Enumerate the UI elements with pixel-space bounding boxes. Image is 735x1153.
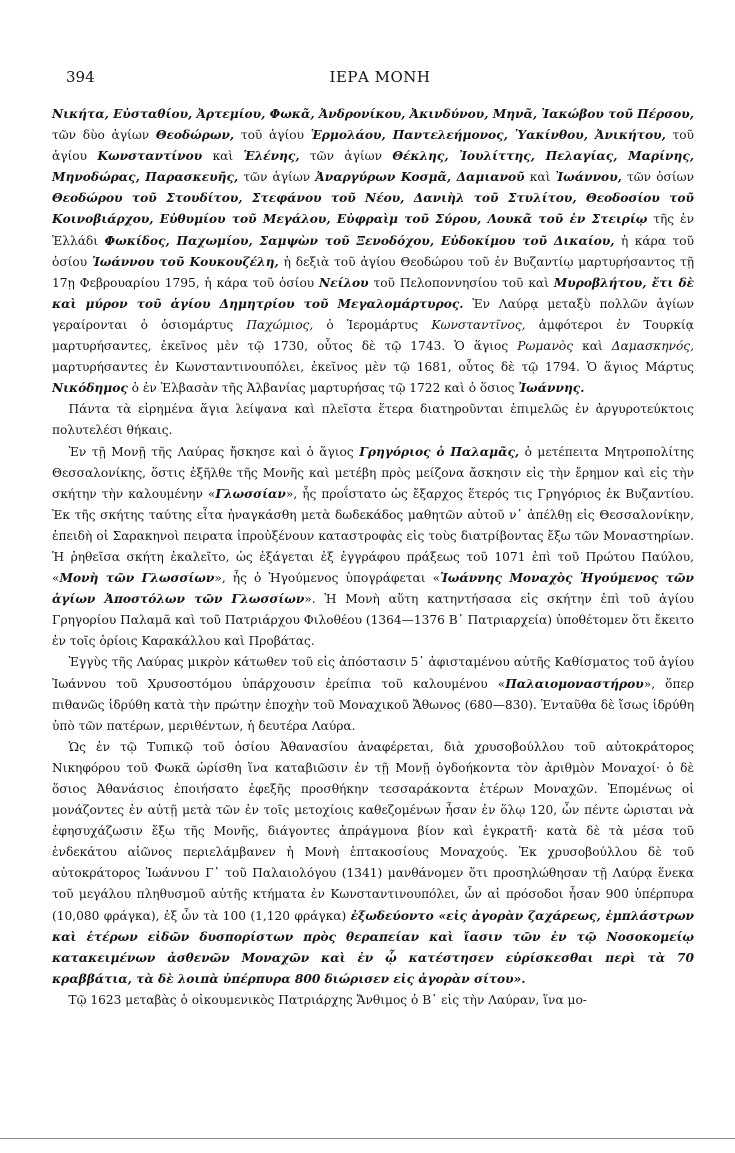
emphasized-name: Μονὴ τῶν Γλωσσίων bbox=[59, 571, 215, 586]
text-run: τῶν ἁγίων bbox=[299, 149, 393, 164]
text-run: ὁ Ἱερομάρτυς bbox=[313, 317, 432, 332]
emphasized-name: Ἰωάννης. bbox=[518, 381, 585, 396]
emphasized-name: ἐξωδεύοντο «εἰς ἀγορὰν ζαχάρεως, ἐμπλάστρων καὶ ἑτέρων εἰδῶν δυσπορίστων πρὸς θεραπείαν καὶ ἴασιν τῶν ἐν τῷ Νοσοκομείῳ κατακειμένων ἀσθενῶν Μοναχῶν καὶ ἐν ᾧ κατέστησεν εὑρίσκεσθαι περὶ τὰ 70 κραββάτια, τὰ δὲ λοιπὰ ὑπέρπυρα 800 διώρισεν εἰς ἀγορὰν σίτου». bbox=[52, 908, 694, 986]
emphasized-name: Θέκλης, Ἰουλίττης, Πελαγίας, Μαρίνης, Μηνοδώρας, Παρασκευῆς, bbox=[52, 149, 695, 185]
paragraph-monk-numbers bbox=[52, 737, 694, 990]
page-header bbox=[66, 68, 694, 90]
emphasized-name: Ἑλένης, bbox=[243, 149, 300, 164]
emphasized-name: Νείλου bbox=[319, 275, 369, 290]
running-title: ΙΕΡΑ ΜΟΝΗ bbox=[329, 68, 431, 86]
bottom-rule bbox=[0, 1138, 735, 1139]
emphasized-name: Ἰωάννου, bbox=[555, 170, 622, 185]
text-run: τῶν ἁγίων bbox=[238, 170, 316, 185]
emphasized-name: Θεοδώρων, bbox=[155, 128, 235, 143]
text-run: καὶ bbox=[202, 149, 244, 164]
text-run: ἡ δεξιὰ τοῦ ἁγίου Θεοδώρου τοῦ ἐν Βυζαντίῳ μαρτυρήσαντος τῇ 17ῃ Φεβρουαρίου 1795, ἡ κάρα τοῦ ὁσίου bbox=[52, 254, 695, 290]
text-run: τῶν δὺο ἁγίων bbox=[52, 128, 156, 143]
emphasized-name: Παχώμιος, bbox=[246, 317, 314, 332]
text-run: ὁ ἐν Ἐλβασὰν τῆς Ἀλβανίας μαρτυρήσας τῷ 1722 καὶ ὁ ὅσιος bbox=[127, 381, 519, 396]
text-run: », ἧς προΐστατο ὡς ἔξαρχος ἕτερός τις Γρηγόριος ἐκ Βυζαντίου. Ἐκ τῆς σκήτης ταύτης εἶτα ἠναγκάσθη μετὰ δωδεκάδος μαθητῶν αὐτοῦ ν᾿ ἀπέλθῃ εἰς Θεσσαλονίκην, ἐπειδὴ οἱ Σαρακηνοὶ πειρατα ἰπροὐξένουν καταστροφὰς εἰς τοὺς διατρίβοντας ἔξω τῶν Μοναστηρίων. Ἡ ῥηθεῖσα σκήτη ἐκαλεῖτο, ὡς ἐξάγεται ἐξ ἐγγράφου πράξεως τοῦ 1071 ἐπὶ τοῦ Πρώτου Παύλου, « bbox=[52, 486, 695, 586]
text-run: », ἧς ὁ Ἡγούμενος ὑπογράφεται « bbox=[214, 571, 441, 586]
paragraph-patriarch-anthimos bbox=[52, 990, 694, 1011]
text-run: Ὡς ἐν τῷ Τυπικῷ τοῦ ὁσίου Ἀθανασίου ἀναφέρεται, διὰ χρυσοβούλλου τοῦ αὐτοκράτορος Νικηφόρου τοῦ Φωκᾶ ὡρίσθη ἵνα καταβιῶσιν ἐν τῇ Μονῇ ὀγδοήκοντα τὸν ἀριθμὸν Μοναχοί· ὁ δὲ ὅσιος Ἀθανάσιος ἐποιήσατο ἐφεξῆς προσθήκην τεσσαράκοντα ἑτέρων Μοναχῶν. Ἐπομένως οἱ μονάζοντες ἐν αὐτῇ μετὰ τῶν ἐν τοῖς μετοχίοις καθεζομένων ἦσαν ἐν ὅλῳ 120, ὧν πέντε ὡρισται νὰ ἐφησυχάζωσιν ἔξω τῆς Μονῆς, διάγοντες ἀπράγμονα βίον καὶ ἐγκρατῆ· κατὰ δὲ τὰ μέσα τοῦ ἑνδεκάτου αἰῶνος περιελάμβανεν ἡ Μονὴ ἑπτακοσίους Μοναχούς. Ἐκ χρυσοβούλλου δὲ τοῦ αὐτοκράτορος Ἰωάννου Γ᾽ τοῦ Παλαιολόγου (1341) μανθάνομεν ὅτι προσηλώθησαν τῇ Λαύρᾳ ἕνεκα τοῦ μεγάλου πληθυσμοῦ αὐτῆς κτήματα ἐν Κωνσταντινουπόλει, ὧν αἱ πρόσοδοι ἦσαν 900 ὑπέρπυρα (10,080 φράγκα), ἐξ ὧν τὰ 100 (1,120 φράγκα) bbox=[52, 739, 694, 923]
text-run: Τῷ 1623 μεταβὰς ὁ οἰκουμενικὸς Πατριάρχης Ἄνθιμος ὁ Β᾽ εἰς τὴν Λαύραν, ἵνα μο- bbox=[68, 992, 587, 1007]
text-run: τῶν ὁσίων bbox=[621, 170, 694, 185]
emphasized-name: Φωκίδος, Παχωμίου, Σαμψὼν τοῦ Ξενοδόχου, Εὐδοκίμου τοῦ Δικαίου, bbox=[104, 233, 615, 248]
text-run: τοῦ Πελοποννησίου τοῦ καὶ bbox=[368, 275, 554, 290]
emphasized-name: Ἑρμολάου, Παντελεήμονος, Ὑακίνθου, Ἀνικήτου, bbox=[310, 128, 666, 143]
paragraph-reliquaries bbox=[52, 399, 694, 441]
text-run: καὶ bbox=[524, 170, 556, 185]
text-run: », ὅπερ πιθανῶς ἱδρύθη κατὰ τὴν πρώτην ἐποχὴν τοῦ Μοναχικοῦ Ἄθωνος (680—830). Ἐνταῦθα δὲ ἴσως ἱδρύθη ὑπὸ τῶν πατέρων, μεριθέντων, ἡ δευτέρα Λαύρα. bbox=[52, 676, 695, 733]
page-number: 394 bbox=[66, 68, 95, 86]
text-run: Ἐν τῇ Μονῇ τῆς Λαύρας ἤσκησε καὶ ὁ ἅγιος bbox=[68, 444, 360, 459]
text-run: ἀμφότεροι ἐν Τουρκίᾳ μαρτυρήσαντες, ἐκεῖνος μὲν τῷ 1730, οὗτος δὲ τῷ 1743. Ὁ ἅγιος bbox=[52, 317, 694, 354]
emphasized-name: Κωνσταντῖνος, bbox=[431, 317, 526, 332]
text-run: ἡ κάρα τοῦ ὁσίου bbox=[52, 233, 694, 269]
emphasized-name: Παλαιομοναστήρου bbox=[505, 676, 644, 691]
emphasized-name: Μυροβλήτου, ἔτι δὲ καὶ μύρον τοῦ ἁγίου Δημητρίου τοῦ Μεγαλομάρτυρος. bbox=[52, 275, 694, 311]
text-run: Ἐγγὺς τῆς Λαύρας μικρὸν κάτωθεν τοῦ εἰς ἀπόστασιν 5᾽ ἀφισταμένου αὐτῆς Καθίσματος τοῦ ἁγίου Ἰωάννου τοῦ Χρυσοστόμου ὑπάρχουσιν ἐρείπια τοῦ καλουμένου « bbox=[52, 655, 694, 691]
emphasized-name: Νικήτα, Εὐσταθίου, Ἀρτεμίου, Φωκᾶ, Ἀνδρονίκου, Ἀκινδύνου, Μηνᾶ, Ἰακώβου τοῦ Πέρσου, bbox=[52, 107, 694, 121]
emphasized-name: Γλωσσίαν bbox=[215, 486, 286, 501]
paragraph-gregory-palamas bbox=[52, 442, 694, 653]
text-run: Ἐν Λαύρᾳ μεταξὺ πολλῶν ἁγίων γεραίρονται ὁ ὁσιομάρτυς bbox=[52, 296, 694, 332]
text-run: καὶ bbox=[573, 339, 612, 354]
emphasized-name: Δαμασκηνός, bbox=[611, 339, 695, 354]
text-run: τοῦ ἁγίου bbox=[234, 128, 311, 143]
emphasized-name: Νικόδημος bbox=[52, 381, 128, 396]
body-text bbox=[52, 104, 694, 1011]
emphasized-name: Θεοδώρου τοῦ Στουδίτου, Στεφάνου τοῦ Νέου, Δανιὴλ τοῦ Στυλίτου, Θεοδοσίου τοῦ Κοινοβιάρχου, Εὐθυμίου τοῦ Μεγάλου, Εὐφραὶμ τοῦ Σύρου, Λουκᾶ τοῦ ἐν Στειρίῳ bbox=[52, 191, 694, 227]
text-run: ὁ μετέπειτα Μητροπολίτης Θεσσαλονίκης, ὅστις ἐξῆλθε τῆς Μονῆς καὶ μετέβη πρὸς μείζονα ἄσκησιν εἰς τὴν ἔρημον καὶ εἰς τὴν σκήτην τὴν καλουμένην « bbox=[52, 444, 694, 501]
emphasized-name: Ἰωάννης Μοναχὸς Ἡγούμενος τῶν ἁγίων Ἀποστόλων τῶν Γλωσσίων bbox=[52, 571, 694, 607]
emphasized-name: Ρωμανὸς bbox=[517, 339, 574, 354]
text-run: ». Ἡ Μονὴ αὕτη κατηντήσασα εἰς σκήτην ἐπὶ τοῦ ἁγίου Γρηγορίου Παλαμᾶ καὶ τοῦ Πατριάρχου Φιλοθέου (1364—1376 Β᾽ Πατριαρχεία) ὑποθέτομεν ὅτι ἔκειτο ἐν τοῖς ὁρίοις Καρακάλλου καὶ Προβάτας. bbox=[52, 592, 694, 649]
text-run: τῆς ἐν Ἑλλάδι bbox=[52, 212, 694, 248]
emphasized-name: Ἀναργύρων Κοσμᾶ, Δαμιανοῦ bbox=[315, 170, 525, 185]
emphasized-name: Γρηγόριος ὁ Παλαμᾶς, bbox=[359, 444, 520, 459]
text-run: Πάντα τὰ εἰρημένα ἅγια λείψανα καὶ πλεῖστα ἕτερα διατηροῦνται ἐπιμελῶς ἐν ἀργυροτεύκτοις πολυτελέσι θήκαις. bbox=[52, 402, 694, 438]
paragraph-palaiomonastiro bbox=[52, 652, 694, 736]
text-run: μαρτυρήσαντες ἐν Κωνσταντινουπόλει, ἐκεῖνος μὲν τῷ 1681, οὗτος δὲ τῷ 1794. Ὁ ἅγιος Μάρτυς bbox=[52, 360, 694, 375]
text-run: τοῦ ἁγίου bbox=[52, 128, 694, 164]
emphasized-name: Ἰωάννου τοῦ Κουκουζέλη, bbox=[92, 254, 279, 269]
emphasized-name: Κωνσταντίνου bbox=[97, 149, 203, 164]
paragraph-relics-list bbox=[52, 104, 694, 399]
